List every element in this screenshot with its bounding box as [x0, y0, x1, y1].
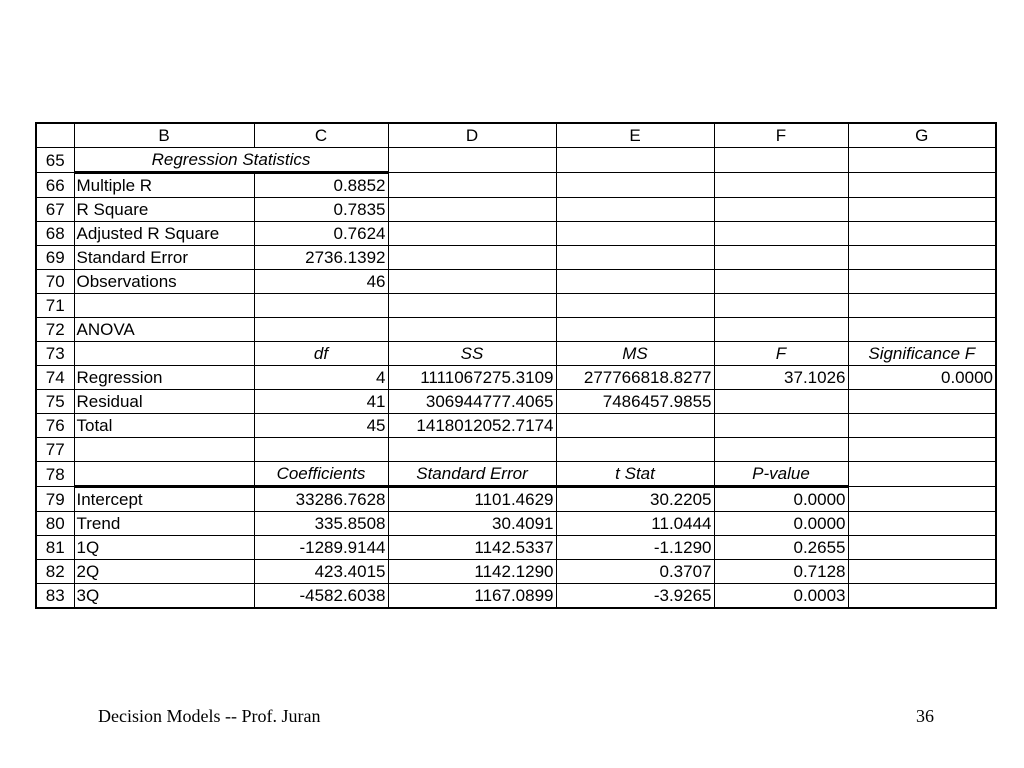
cell[interactable]: 423.4015: [254, 560, 388, 584]
cell[interactable]: [848, 294, 996, 318]
cell[interactable]: MS: [556, 342, 714, 366]
cell[interactable]: [848, 148, 996, 173]
cell[interactable]: 0.2655: [714, 536, 848, 560]
table-row: [36, 414, 996, 438]
row-header[interactable]: 73: [36, 342, 74, 366]
cell[interactable]: 0.0000: [714, 487, 848, 512]
table-row: [36, 270, 996, 294]
cell[interactable]: 0.7128: [714, 560, 848, 584]
column-header-c[interactable]: C: [254, 123, 388, 148]
cell[interactable]: 0.0000: [848, 366, 996, 390]
cell[interactable]: [848, 414, 996, 438]
cell[interactable]: 30.2205: [556, 487, 714, 512]
table-row: [36, 246, 996, 270]
cell[interactable]: [556, 414, 714, 438]
column-header-g[interactable]: G: [848, 123, 996, 148]
cell[interactable]: [388, 294, 556, 318]
cell[interactable]: -3.9265: [556, 584, 714, 609]
row-header[interactable]: 78: [36, 462, 74, 487]
cell[interactable]: 0.8852: [254, 173, 388, 198]
row-header[interactable]: 83: [36, 584, 74, 609]
column-header-row: [36, 123, 996, 148]
cell[interactable]: Residual: [74, 390, 254, 414]
row-header[interactable]: 72: [36, 318, 74, 342]
cell[interactable]: [556, 198, 714, 222]
cell[interactable]: [388, 222, 556, 246]
cell[interactable]: [714, 246, 848, 270]
cell[interactable]: [254, 294, 388, 318]
table-row: [36, 536, 996, 560]
cell[interactable]: 11.0444: [556, 512, 714, 536]
cell[interactable]: [848, 390, 996, 414]
cell[interactable]: -4582.6038: [254, 584, 388, 609]
cell[interactable]: [848, 198, 996, 222]
cell[interactable]: 30.4091: [388, 512, 556, 536]
row-header[interactable]: 70: [36, 270, 74, 294]
cell[interactable]: Observations: [74, 270, 254, 294]
cell[interactable]: 46: [254, 270, 388, 294]
cell[interactable]: 1Q: [74, 536, 254, 560]
cell[interactable]: R Square: [74, 198, 254, 222]
row-header[interactable]: 80: [36, 512, 74, 536]
cell[interactable]: [848, 318, 996, 342]
row-header[interactable]: 65: [36, 148, 74, 173]
cell[interactable]: Coefficients: [254, 462, 388, 487]
row-header[interactable]: 71: [36, 294, 74, 318]
cell[interactable]: 335.8508: [254, 512, 388, 536]
cell[interactable]: 306944777.4065: [388, 390, 556, 414]
cell[interactable]: 1418012052.7174: [388, 414, 556, 438]
corner-cell[interactable]: [36, 123, 74, 148]
cell[interactable]: 3Q: [74, 584, 254, 609]
table-row: [36, 173, 996, 198]
row-header[interactable]: 67: [36, 198, 74, 222]
table-row: [36, 198, 996, 222]
cell[interactable]: 1142.1290: [388, 560, 556, 584]
cell[interactable]: [74, 294, 254, 318]
row-header[interactable]: 74: [36, 366, 74, 390]
cell[interactable]: 1111067275.3109: [388, 366, 556, 390]
table-row: [36, 487, 996, 512]
cell[interactable]: Regression: [74, 366, 254, 390]
cell[interactable]: [848, 222, 996, 246]
cell[interactable]: ANOVA: [74, 318, 254, 342]
cell[interactable]: [556, 246, 714, 270]
cell[interactable]: [388, 198, 556, 222]
cell[interactable]: [556, 173, 714, 198]
row-header[interactable]: 77: [36, 438, 74, 462]
table-row: [36, 222, 996, 246]
cell[interactable]: [714, 148, 848, 173]
cell[interactable]: [388, 246, 556, 270]
cell[interactable]: [714, 173, 848, 198]
cell[interactable]: [556, 148, 714, 173]
footer-page-number: 36: [916, 706, 934, 726]
cell[interactable]: [848, 438, 996, 462]
cell[interactable]: 1101.4629: [388, 487, 556, 512]
cell[interactable]: [848, 536, 996, 560]
cell[interactable]: Multiple R: [74, 173, 254, 198]
cell[interactable]: 277766818.8277: [556, 366, 714, 390]
table-row: [36, 438, 996, 462]
cell[interactable]: [388, 148, 556, 173]
table-row: [36, 342, 996, 366]
cell[interactable]: F: [714, 342, 848, 366]
cell[interactable]: df: [254, 342, 388, 366]
row-header[interactable]: 68: [36, 222, 74, 246]
cell[interactable]: t Stat: [556, 462, 714, 487]
row-header[interactable]: 66: [36, 173, 74, 198]
cell[interactable]: [714, 222, 848, 246]
table-row: [36, 390, 996, 414]
row-header[interactable]: 69: [36, 246, 74, 270]
cell[interactable]: -1.1290: [556, 536, 714, 560]
column-header-f[interactable]: F: [714, 123, 848, 148]
cell[interactable]: [74, 342, 254, 366]
column-header-d[interactable]: D: [388, 123, 556, 148]
cell[interactable]: [714, 390, 848, 414]
cell[interactable]: 0.3707: [556, 560, 714, 584]
cell[interactable]: 2Q: [74, 560, 254, 584]
cell[interactable]: [254, 318, 388, 342]
cell[interactable]: 33286.7628: [254, 487, 388, 512]
cell[interactable]: 0.0000: [714, 512, 848, 536]
cell[interactable]: SS: [388, 342, 556, 366]
cell[interactable]: [848, 173, 996, 198]
row-header[interactable]: 81: [36, 536, 74, 560]
cell[interactable]: [848, 487, 996, 512]
cell[interactable]: Standard Error: [388, 462, 556, 487]
cell[interactable]: Total: [74, 414, 254, 438]
cell[interactable]: Significance F: [848, 342, 996, 366]
cell[interactable]: [714, 438, 848, 462]
cell[interactable]: 4: [254, 366, 388, 390]
cell[interactable]: [556, 270, 714, 294]
cell[interactable]: 0.0003: [714, 584, 848, 609]
cell[interactable]: [714, 294, 848, 318]
row-header[interactable]: 76: [36, 414, 74, 438]
cell[interactable]: [848, 462, 996, 487]
cell[interactable]: [388, 438, 556, 462]
cell[interactable]: [74, 438, 254, 462]
row-header[interactable]: 75: [36, 390, 74, 414]
cell[interactable]: 2736.1392: [254, 246, 388, 270]
table-row: [36, 560, 996, 584]
cell[interactable]: [556, 318, 714, 342]
table-row: [36, 462, 996, 487]
cell[interactable]: Regression Statistics: [74, 148, 388, 173]
cell[interactable]: [556, 294, 714, 318]
table-row: [36, 318, 996, 342]
table-row: [36, 366, 996, 390]
cell[interactable]: [848, 560, 996, 584]
footer-course-label: Decision Models -- Prof. Juran: [98, 706, 321, 726]
cell[interactable]: [848, 270, 996, 294]
cell[interactable]: 1167.0899: [388, 584, 556, 609]
cell[interactable]: 7486457.9855: [556, 390, 714, 414]
cell[interactable]: [254, 438, 388, 462]
table-row: [36, 512, 996, 536]
cell[interactable]: [848, 246, 996, 270]
cell[interactable]: P-value: [714, 462, 848, 487]
cell[interactable]: 0.7624: [254, 222, 388, 246]
column-header-b[interactable]: B: [74, 123, 254, 148]
cell[interactable]: [388, 173, 556, 198]
table-row: [36, 148, 996, 173]
cell[interactable]: 45: [254, 414, 388, 438]
cell[interactable]: [714, 198, 848, 222]
cell[interactable]: Adjusted R Square: [74, 222, 254, 246]
cell[interactable]: [714, 318, 848, 342]
cell[interactable]: 0.7835: [254, 198, 388, 222]
cell[interactable]: Intercept: [74, 487, 254, 512]
cell[interactable]: 1142.5337: [388, 536, 556, 560]
row-header[interactable]: 82: [36, 560, 74, 584]
cell[interactable]: [556, 438, 714, 462]
cell[interactable]: 41: [254, 390, 388, 414]
row-header[interactable]: 79: [36, 487, 74, 512]
table-row: [36, 584, 996, 609]
cell[interactable]: Standard Error: [74, 246, 254, 270]
cell[interactable]: Trend: [74, 512, 254, 536]
cell[interactable]: [848, 584, 996, 609]
cell[interactable]: [388, 318, 556, 342]
spreadsheet-table: [35, 122, 997, 609]
table-row: [36, 294, 996, 318]
cell[interactable]: [556, 222, 714, 246]
cell[interactable]: [388, 270, 556, 294]
cell[interactable]: -1289.9144: [254, 536, 388, 560]
cell[interactable]: [74, 462, 254, 487]
cell[interactable]: [714, 270, 848, 294]
column-header-e[interactable]: E: [556, 123, 714, 148]
cell[interactable]: 37.1026: [714, 366, 848, 390]
cell[interactable]: [714, 414, 848, 438]
cell[interactable]: [848, 512, 996, 536]
